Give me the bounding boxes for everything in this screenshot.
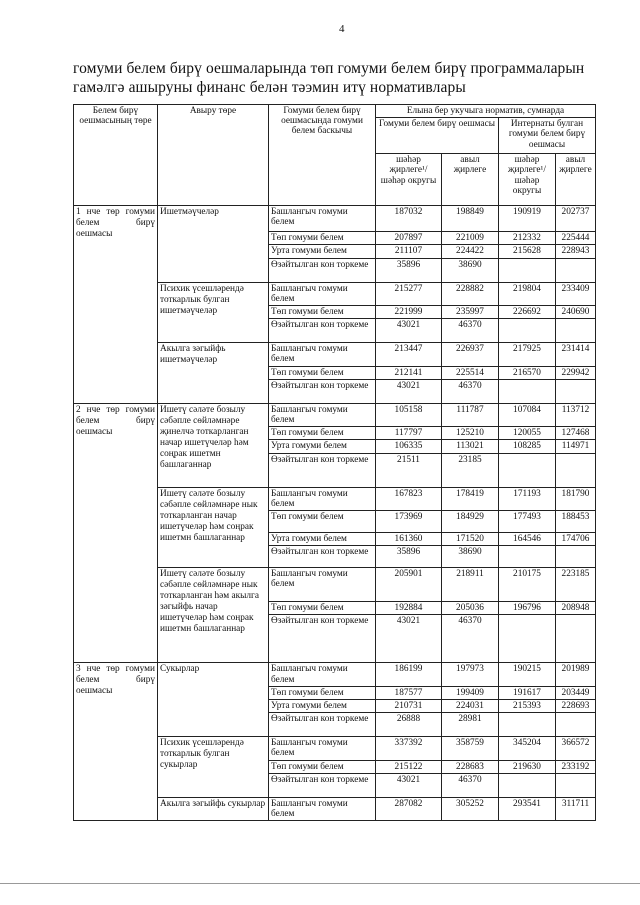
edu-level-cell: Урта гомуми белем xyxy=(269,700,376,713)
boarding-rural-value: 208948 xyxy=(556,602,596,615)
general-urban-value: 173969 xyxy=(376,511,442,533)
boarding-urban-value: 190919 xyxy=(499,206,556,232)
boarding-urban-value xyxy=(499,453,556,487)
boarding-rural-value xyxy=(556,379,596,403)
general-urban-value: 106335 xyxy=(376,440,442,453)
boarding-urban-value xyxy=(499,773,556,797)
boarding-rural-value xyxy=(556,258,596,282)
boarding-rural-value: 231414 xyxy=(556,343,596,366)
boarding-urban-value: 212332 xyxy=(499,232,556,245)
boarding-rural-value: 228943 xyxy=(556,245,596,258)
boarding-urban-value: 217925 xyxy=(499,343,556,366)
org-level-cell: 1 нче төр гомуми белем бирү оешмасы xyxy=(74,206,158,404)
boarding-urban-value: 191617 xyxy=(499,686,556,699)
table-row xyxy=(74,663,596,686)
page-number: 4 xyxy=(339,23,345,35)
boarding-urban-value: 345204 xyxy=(499,737,556,760)
boarding-urban-value: 219804 xyxy=(499,282,556,305)
header-general-org: Гомуми белем бирү оешмасы xyxy=(376,118,499,154)
edu-level-cell: Өзәйтылган кон торкеме xyxy=(269,453,376,487)
disability-cell: Психик үсешләрендә тоткарлык булган ишетмәүчеләр xyxy=(158,282,269,343)
general-rural-value: 197973 xyxy=(442,663,499,686)
edu-level-cell: Төп гомуми белем xyxy=(269,602,376,615)
boarding-urban-value: 177493 xyxy=(499,511,556,533)
boarding-urban-value xyxy=(499,615,556,663)
header-row-1 xyxy=(74,105,596,118)
org-level-cell: 2 нче төр гомуми белем бирү оешмасы xyxy=(74,403,158,663)
disability-cell: Ишетү сәләте бозылу сәбәпле сөйләмнәре нык тоткарланган начар ишетүчеләр һәм соңрак ишетмн башлаганнар xyxy=(158,487,269,568)
edu-level-cell: Башлангыч гомуми белем xyxy=(269,737,376,760)
disability-cell: Акылга зәгыйфь ишетмәүчеләр xyxy=(158,343,269,404)
edu-level-cell: Башлангыч гомуми белем xyxy=(269,487,376,510)
edu-level-cell: Башлангыч гомуми белем xyxy=(269,343,376,366)
general-rural-value: 221009 xyxy=(442,232,499,245)
boarding-rural-value: 188453 xyxy=(556,511,596,533)
general-rural-value: 225514 xyxy=(442,366,499,379)
general-urban-value: 43021 xyxy=(376,615,442,663)
edu-level-cell: Өзәйтылган кон торкеме xyxy=(269,713,376,737)
header-edu-level: Гомуми белем бирү оешмасында гомуми белем баскычы xyxy=(269,105,376,206)
edu-level-cell: Өзәйтылган кон торкеме xyxy=(269,319,376,343)
general-urban-value: 35896 xyxy=(376,546,442,568)
general-rural-value: 46370 xyxy=(442,379,499,403)
edu-level-cell: Урта гомуми белем xyxy=(269,533,376,546)
edu-level-cell: Өзәйтылган кон торкеме xyxy=(269,773,376,797)
general-rural-value: 199409 xyxy=(442,686,499,699)
general-rural-value: 184929 xyxy=(442,511,499,533)
general-urban-value: 337392 xyxy=(376,737,442,760)
boarding-rural-value: 229942 xyxy=(556,366,596,379)
boarding-rural-value xyxy=(556,453,596,487)
edu-level-cell: Башлангыч гомуми белем xyxy=(269,663,376,686)
general-rural-value: 46370 xyxy=(442,615,499,663)
boarding-urban-value: 215628 xyxy=(499,245,556,258)
boarding-urban-value: 120055 xyxy=(499,427,556,440)
header-norm: Елына бер укучыга норматив, сумнарда xyxy=(376,105,596,118)
general-urban-value: 215122 xyxy=(376,760,442,773)
general-urban-value: 35896 xyxy=(376,258,442,282)
edu-level-cell: Өзәйтылган кон торкеме xyxy=(269,615,376,663)
edu-level-cell: Өзәйтылган кон торкеме xyxy=(269,379,376,403)
boarding-rural-value: 311711 xyxy=(556,797,596,820)
disability-cell: Сукырлар xyxy=(158,663,269,737)
boarding-urban-value xyxy=(499,713,556,737)
header-disability: Авыру төре xyxy=(158,105,269,206)
header-boarding-urban: шәһәр җирлеге¹/ шәһәр округы xyxy=(499,154,556,206)
general-rural-value: 205036 xyxy=(442,602,499,615)
boarding-urban-value: 108285 xyxy=(499,440,556,453)
org-level-cell: 3 нче төр гомуми белем бирү оешмасы xyxy=(74,663,158,821)
general-urban-value: 215277 xyxy=(376,282,442,305)
general-rural-value: 46370 xyxy=(442,319,499,343)
general-rural-value: 28981 xyxy=(442,713,499,737)
edu-level-cell: Төп гомуми белем xyxy=(269,686,376,699)
general-urban-value: 221999 xyxy=(376,306,442,319)
general-rural-value: 235997 xyxy=(442,306,499,319)
general-urban-value: 287082 xyxy=(376,797,442,820)
boarding-urban-value xyxy=(499,546,556,568)
disability-cell: Ишетмәүчеләр xyxy=(158,206,269,282)
boarding-rural-value: 113712 xyxy=(556,403,596,426)
edu-level-cell: Башлангыч гомуми белем xyxy=(269,206,376,232)
header-general-rural: авыл җирлеге xyxy=(442,154,499,206)
edu-level-cell: Төп гомуми белем xyxy=(269,232,376,245)
boarding-rural-value: 127468 xyxy=(556,427,596,440)
edu-level-cell: Төп гомуми белем xyxy=(269,511,376,533)
disability-cell: Психик үсешләрендә тоткарлык булган сукырлар xyxy=(158,737,269,798)
boarding-rural-value xyxy=(556,615,596,663)
header-org-level: Белем бирү оешмасының төре xyxy=(74,105,158,206)
edu-level-cell: Төп гомуми белем xyxy=(269,366,376,379)
general-urban-value: 205901 xyxy=(376,568,442,602)
general-rural-value: 224031 xyxy=(442,700,499,713)
boarding-rural-value: 114971 xyxy=(556,440,596,453)
edu-level-cell: Өзәйтылган кон торкеме xyxy=(269,258,376,282)
general-rural-value: 125210 xyxy=(442,427,499,440)
boarding-rural-value: 201989 xyxy=(556,663,596,686)
general-rural-value: 226937 xyxy=(442,343,499,366)
disability-cell: Ишетү сәләте бозылу сәбәпле сөйләмнәре җинелчә тоткарланган начар ишетүчеләр һәм соңрак ишетмн башлаганнар xyxy=(158,403,269,487)
general-urban-value: 167823 xyxy=(376,487,442,510)
boarding-rural-value xyxy=(556,713,596,737)
general-rural-value: 198849 xyxy=(442,206,499,232)
general-urban-value: 43021 xyxy=(376,319,442,343)
edu-level-cell: Урта гомуми белем xyxy=(269,440,376,453)
boarding-urban-value: 219630 xyxy=(499,760,556,773)
boarding-urban-value: 164546 xyxy=(499,533,556,546)
general-rural-value: 171520 xyxy=(442,533,499,546)
boarding-rural-value: 240690 xyxy=(556,306,596,319)
page-bottom-edge xyxy=(0,883,640,884)
table-row xyxy=(74,403,596,426)
boarding-rural-value: 228693 xyxy=(556,700,596,713)
boarding-rural-value: 202737 xyxy=(556,206,596,232)
general-urban-value: 213447 xyxy=(376,343,442,366)
boarding-rural-value: 181790 xyxy=(556,487,596,510)
document-heading: гомуми белем бирү оешмаларында төп гомуми белем бирү программаларын гамәлгә ашыруны финанс белән тәэмин итү нормативлары xyxy=(73,60,585,96)
boarding-rural-value: 174706 xyxy=(556,533,596,546)
header-boarding-org: Интернаты булган гомуми белем бирү оешмасы xyxy=(499,118,596,154)
edu-level-cell: Башлангыч гомуми белем xyxy=(269,403,376,426)
norms-table xyxy=(73,104,596,821)
boarding-urban-value xyxy=(499,319,556,343)
boarding-urban-value: 293541 xyxy=(499,797,556,820)
edu-level-cell: Төп гомуми белем xyxy=(269,427,376,440)
boarding-rural-value: 223185 xyxy=(556,568,596,602)
general-rural-value: 228882 xyxy=(442,282,499,305)
edu-level-cell: Башлангыч гомуми белем xyxy=(269,797,376,820)
edu-level-cell: Башлангыч гомуми белем xyxy=(269,282,376,305)
general-rural-value: 218911 xyxy=(442,568,499,602)
general-urban-value: 187032 xyxy=(376,206,442,232)
general-rural-value: 178419 xyxy=(442,487,499,510)
general-rural-value: 358759 xyxy=(442,737,499,760)
general-urban-value: 161360 xyxy=(376,533,442,546)
general-urban-value: 210731 xyxy=(376,700,442,713)
boarding-urban-value xyxy=(499,379,556,403)
general-rural-value: 113021 xyxy=(442,440,499,453)
general-rural-value: 46370 xyxy=(442,773,499,797)
boarding-rural-value xyxy=(556,546,596,568)
general-urban-value: 43021 xyxy=(376,379,442,403)
general-urban-value: 192884 xyxy=(376,602,442,615)
general-rural-value: 305252 xyxy=(442,797,499,820)
boarding-rural-value xyxy=(556,773,596,797)
boarding-rural-value xyxy=(556,319,596,343)
boarding-urban-value: 196796 xyxy=(499,602,556,615)
general-urban-value: 117797 xyxy=(376,427,442,440)
general-urban-value: 187577 xyxy=(376,686,442,699)
edu-level-cell: Башлангыч гомуми белем xyxy=(269,568,376,602)
boarding-urban-value: 216570 xyxy=(499,366,556,379)
boarding-rural-value: 203449 xyxy=(556,686,596,699)
general-urban-value: 211107 xyxy=(376,245,442,258)
boarding-urban-value xyxy=(499,258,556,282)
edu-level-cell: Урта гомуми белем xyxy=(269,245,376,258)
edu-level-cell: Төп гомуми белем xyxy=(269,306,376,319)
header-boarding-rural: авыл җирлеге xyxy=(556,154,596,206)
boarding-rural-value: 233192 xyxy=(556,760,596,773)
boarding-rural-value: 233409 xyxy=(556,282,596,305)
disability-cell: Акылга зәгыйфь сукырлар xyxy=(158,797,269,820)
header-general-urban: шәһәр җирлеге¹/ шәһәр округы xyxy=(376,154,442,206)
boarding-urban-value: 171193 xyxy=(499,487,556,510)
boarding-urban-value: 107084 xyxy=(499,403,556,426)
general-rural-value: 23185 xyxy=(442,453,499,487)
table-row xyxy=(74,206,596,232)
general-urban-value: 105158 xyxy=(376,403,442,426)
edu-level-cell: Төп гомуми белем xyxy=(269,760,376,773)
general-urban-value: 43021 xyxy=(376,773,442,797)
general-urban-value: 21511 xyxy=(376,453,442,487)
table-body xyxy=(74,206,596,821)
boarding-urban-value: 215393 xyxy=(499,700,556,713)
general-rural-value: 228683 xyxy=(442,760,499,773)
general-urban-value: 212141 xyxy=(376,366,442,379)
boarding-urban-value: 210175 xyxy=(499,568,556,602)
general-urban-value: 26888 xyxy=(376,713,442,737)
edu-level-cell: Өзәйтылган кон торкеме xyxy=(269,546,376,568)
general-rural-value: 224422 xyxy=(442,245,499,258)
general-rural-value: 38690 xyxy=(442,258,499,282)
boarding-rural-value: 225444 xyxy=(556,232,596,245)
general-rural-value: 38690 xyxy=(442,546,499,568)
general-urban-value: 207897 xyxy=(376,232,442,245)
boarding-urban-value: 190215 xyxy=(499,663,556,686)
general-urban-value: 186199 xyxy=(376,663,442,686)
disability-cell: Ишетү сәләте бозылу сәбәпле сөйләмнәре нык тоткарланган һәм акылга зәгыйфь начар ишетүчеләр һәм соңрак ишетмн башлаганнар xyxy=(158,568,269,663)
boarding-rural-value: 366572 xyxy=(556,737,596,760)
general-rural-value: 111787 xyxy=(442,403,499,426)
boarding-urban-value: 226692 xyxy=(499,306,556,319)
